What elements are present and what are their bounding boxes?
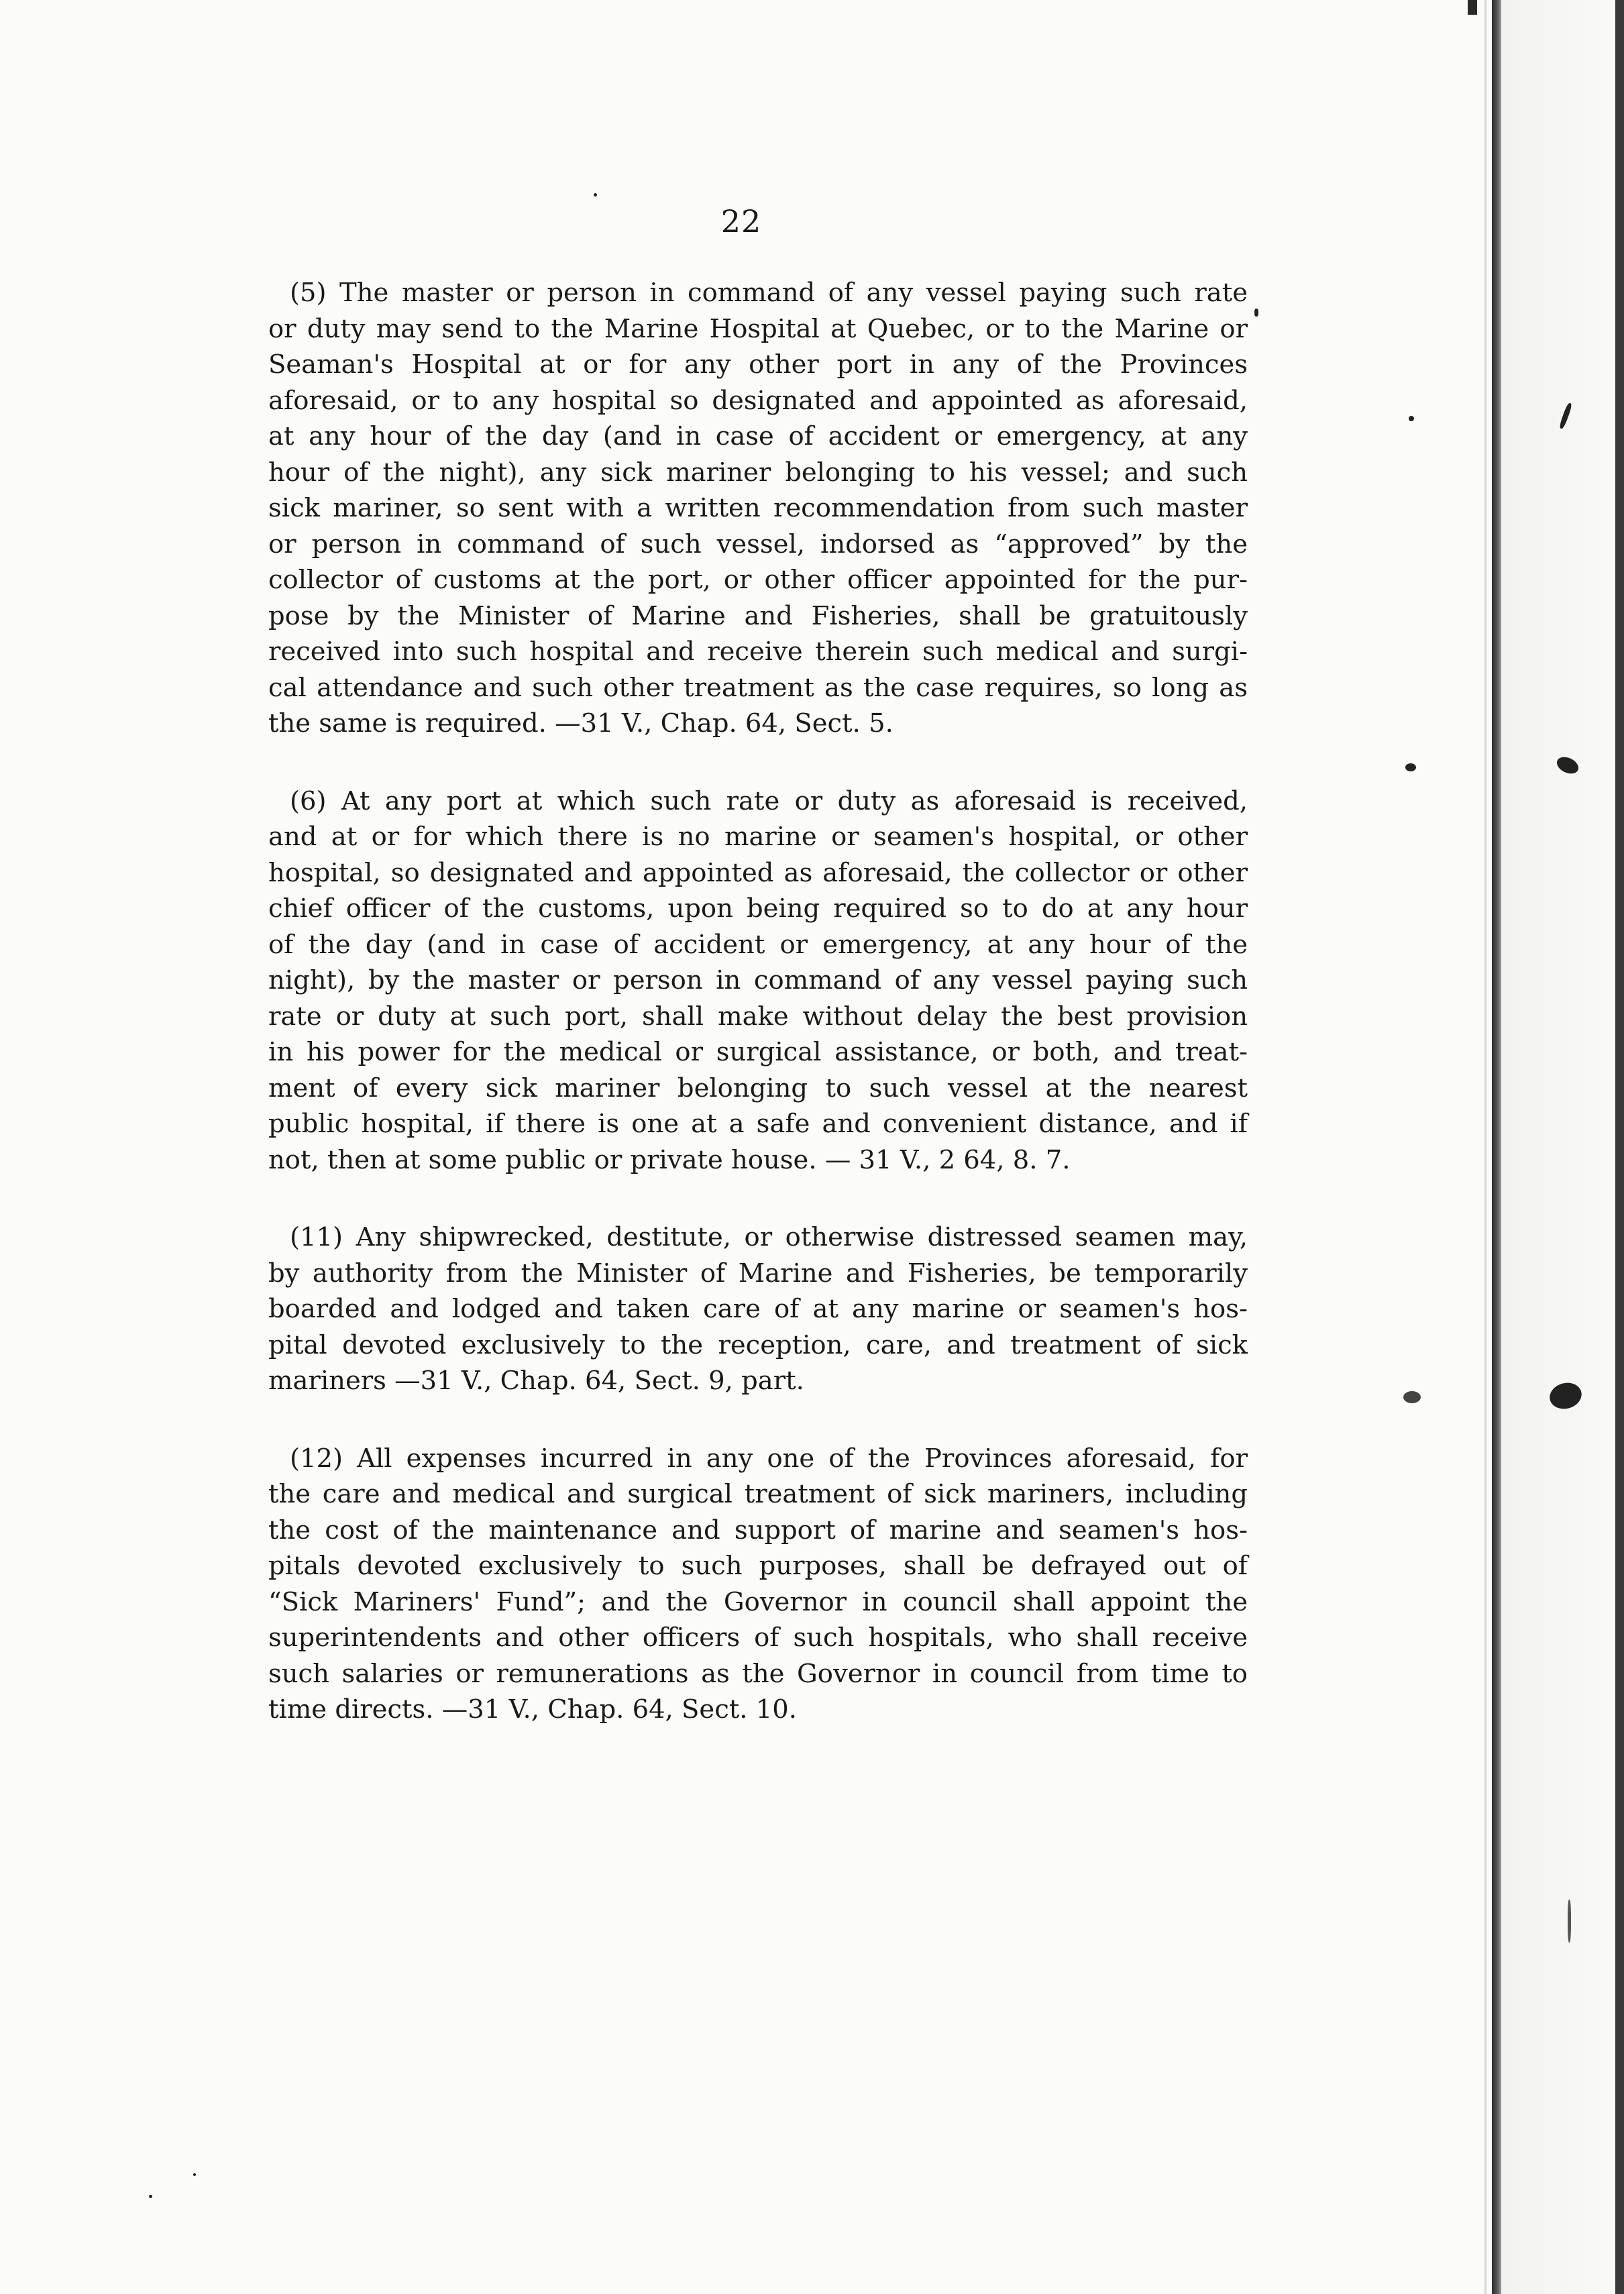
page-outer-edge	[1615, 0, 1624, 2294]
text-line: Seaman's Hospital at or for any other port in any of the Provinces	[268, 349, 1248, 380]
scan-speck	[193, 2173, 196, 2176]
text-line: public hospital, if there is one at a safe and convenient distance, and if	[268, 1109, 1248, 1139]
paragraph-6	[268, 783, 1248, 1179]
text-line: received into such hospital and receive therein such medical and surgi-	[268, 637, 1248, 667]
scan-speck	[1568, 1900, 1571, 1943]
text-line: sick mariner, so sent with a written recommendation from such master	[268, 493, 1248, 523]
scan-speck	[1403, 1391, 1421, 1403]
text-line: or person in command of such vessel, indorsed as “approved” by the	[268, 529, 1248, 559]
paragraph-5	[268, 275, 1248, 742]
text-line: aforesaid, or to any hospital so designated and appointed as aforesaid,	[268, 385, 1248, 416]
paragraph-12	[268, 1441, 1248, 1728]
text-line: the cost of the maintenance and support of marine and seamen's hos-	[268, 1515, 1248, 1545]
text-line: (5) The master or person in command of any vessel paying such rate	[290, 278, 1248, 308]
text-line: pital devoted exclusively to the reception, care, and treatment of sick	[268, 1329, 1248, 1360]
text-line: pitals devoted exclusively to such purposes, shall be defrayed out of	[268, 1551, 1248, 1581]
page-edge-mark	[1468, 0, 1477, 15]
text-line: mariners —31 V., Chap. 64, Sect. 9, part.	[268, 1366, 804, 1396]
text-line: time directs. —31 V., Chap. 64, Sect. 10.	[268, 1694, 797, 1725]
text-line: hour of the night), any sick mariner belonging to his vessel; and such	[268, 457, 1248, 488]
text-line: the same is required. —31 V., Chap. 64, Sect. 5.	[268, 708, 894, 739]
text-line: and at or for which there is no marine or seamen's hospital, or other	[268, 822, 1248, 852]
text-line: not, then at some public or private house. — 31 V., 2 64, 8. 7.	[268, 1144, 1071, 1175]
text-line: “Sick Mariners' Fund”; and the Governor in council shall appoint the	[268, 1586, 1248, 1617]
text-line: superintendents and other officers of such hospitals, who shall receive	[268, 1623, 1248, 1653]
text-line: pose by the Minister of Marine and Fisheries, shall be gratuitously	[268, 600, 1248, 631]
text-line: chief officer of the customs, upon being required so to do at any hour	[268, 893, 1248, 924]
text-line: by authority from the Minister of Marine and Fisheries, be temporarily	[268, 1258, 1248, 1289]
page-gutter	[1484, 0, 1487, 2294]
paragraph-11	[268, 1219, 1248, 1399]
text-line: night), by the master or person in command of any vessel paying such	[268, 965, 1248, 995]
text-line: such salaries or remunerations as the Governor in council from time to	[268, 1658, 1248, 1689]
body-text	[268, 275, 1248, 1769]
text-line: cal attendance and such other treatment as the case requires, so long as	[268, 672, 1248, 703]
text-line: ment of every sick mariner belonging to such vessel at the nearest	[268, 1073, 1248, 1103]
text-line: (6) At any port at which such rate or duty as aforesaid is received,	[290, 785, 1248, 816]
text-line: of the day (and in case of accident or emergency, at any hour of the	[268, 929, 1248, 960]
adjacent-page-margin	[1501, 0, 1624, 2294]
text-line: boarded and lodged and taken care of at any marine or seamen's hos-	[268, 1294, 1248, 1324]
scan-speck	[1254, 309, 1258, 317]
page-number: 22	[720, 203, 762, 239]
text-line: hospital, so designated and appointed as aforesaid, the collector or other	[268, 857, 1248, 888]
text-line: or duty may send to the Marine Hospital at Quebec, or to the Marine or	[268, 313, 1248, 344]
text-line: (12) All expenses incurred in any one of the Provinces aforesaid, for	[290, 1443, 1248, 1474]
scan-speck	[594, 193, 597, 197]
text-line: in his power for the medical or surgical assistance, or both, and treat-	[268, 1037, 1248, 1067]
page-fold-shadow	[1492, 0, 1501, 2294]
scan-speck	[149, 2195, 152, 2198]
text-line: rate or duty at such port, shall make without delay the best provision	[268, 1001, 1248, 1032]
scan-speck	[1409, 416, 1414, 421]
text-line: the care and medical and surgical treatment of sick mariners, including	[268, 1479, 1248, 1509]
text-line: (11) Any shipwrecked, destitute, or otherwise distressed seamen may,	[290, 1222, 1248, 1252]
text-line: at any hour of the day (and in case of accident or emergency, at any	[268, 421, 1248, 451]
text-line: collector of customs at the port, or other officer appointed for the pur-	[268, 565, 1248, 595]
scan-speck	[1405, 763, 1416, 771]
